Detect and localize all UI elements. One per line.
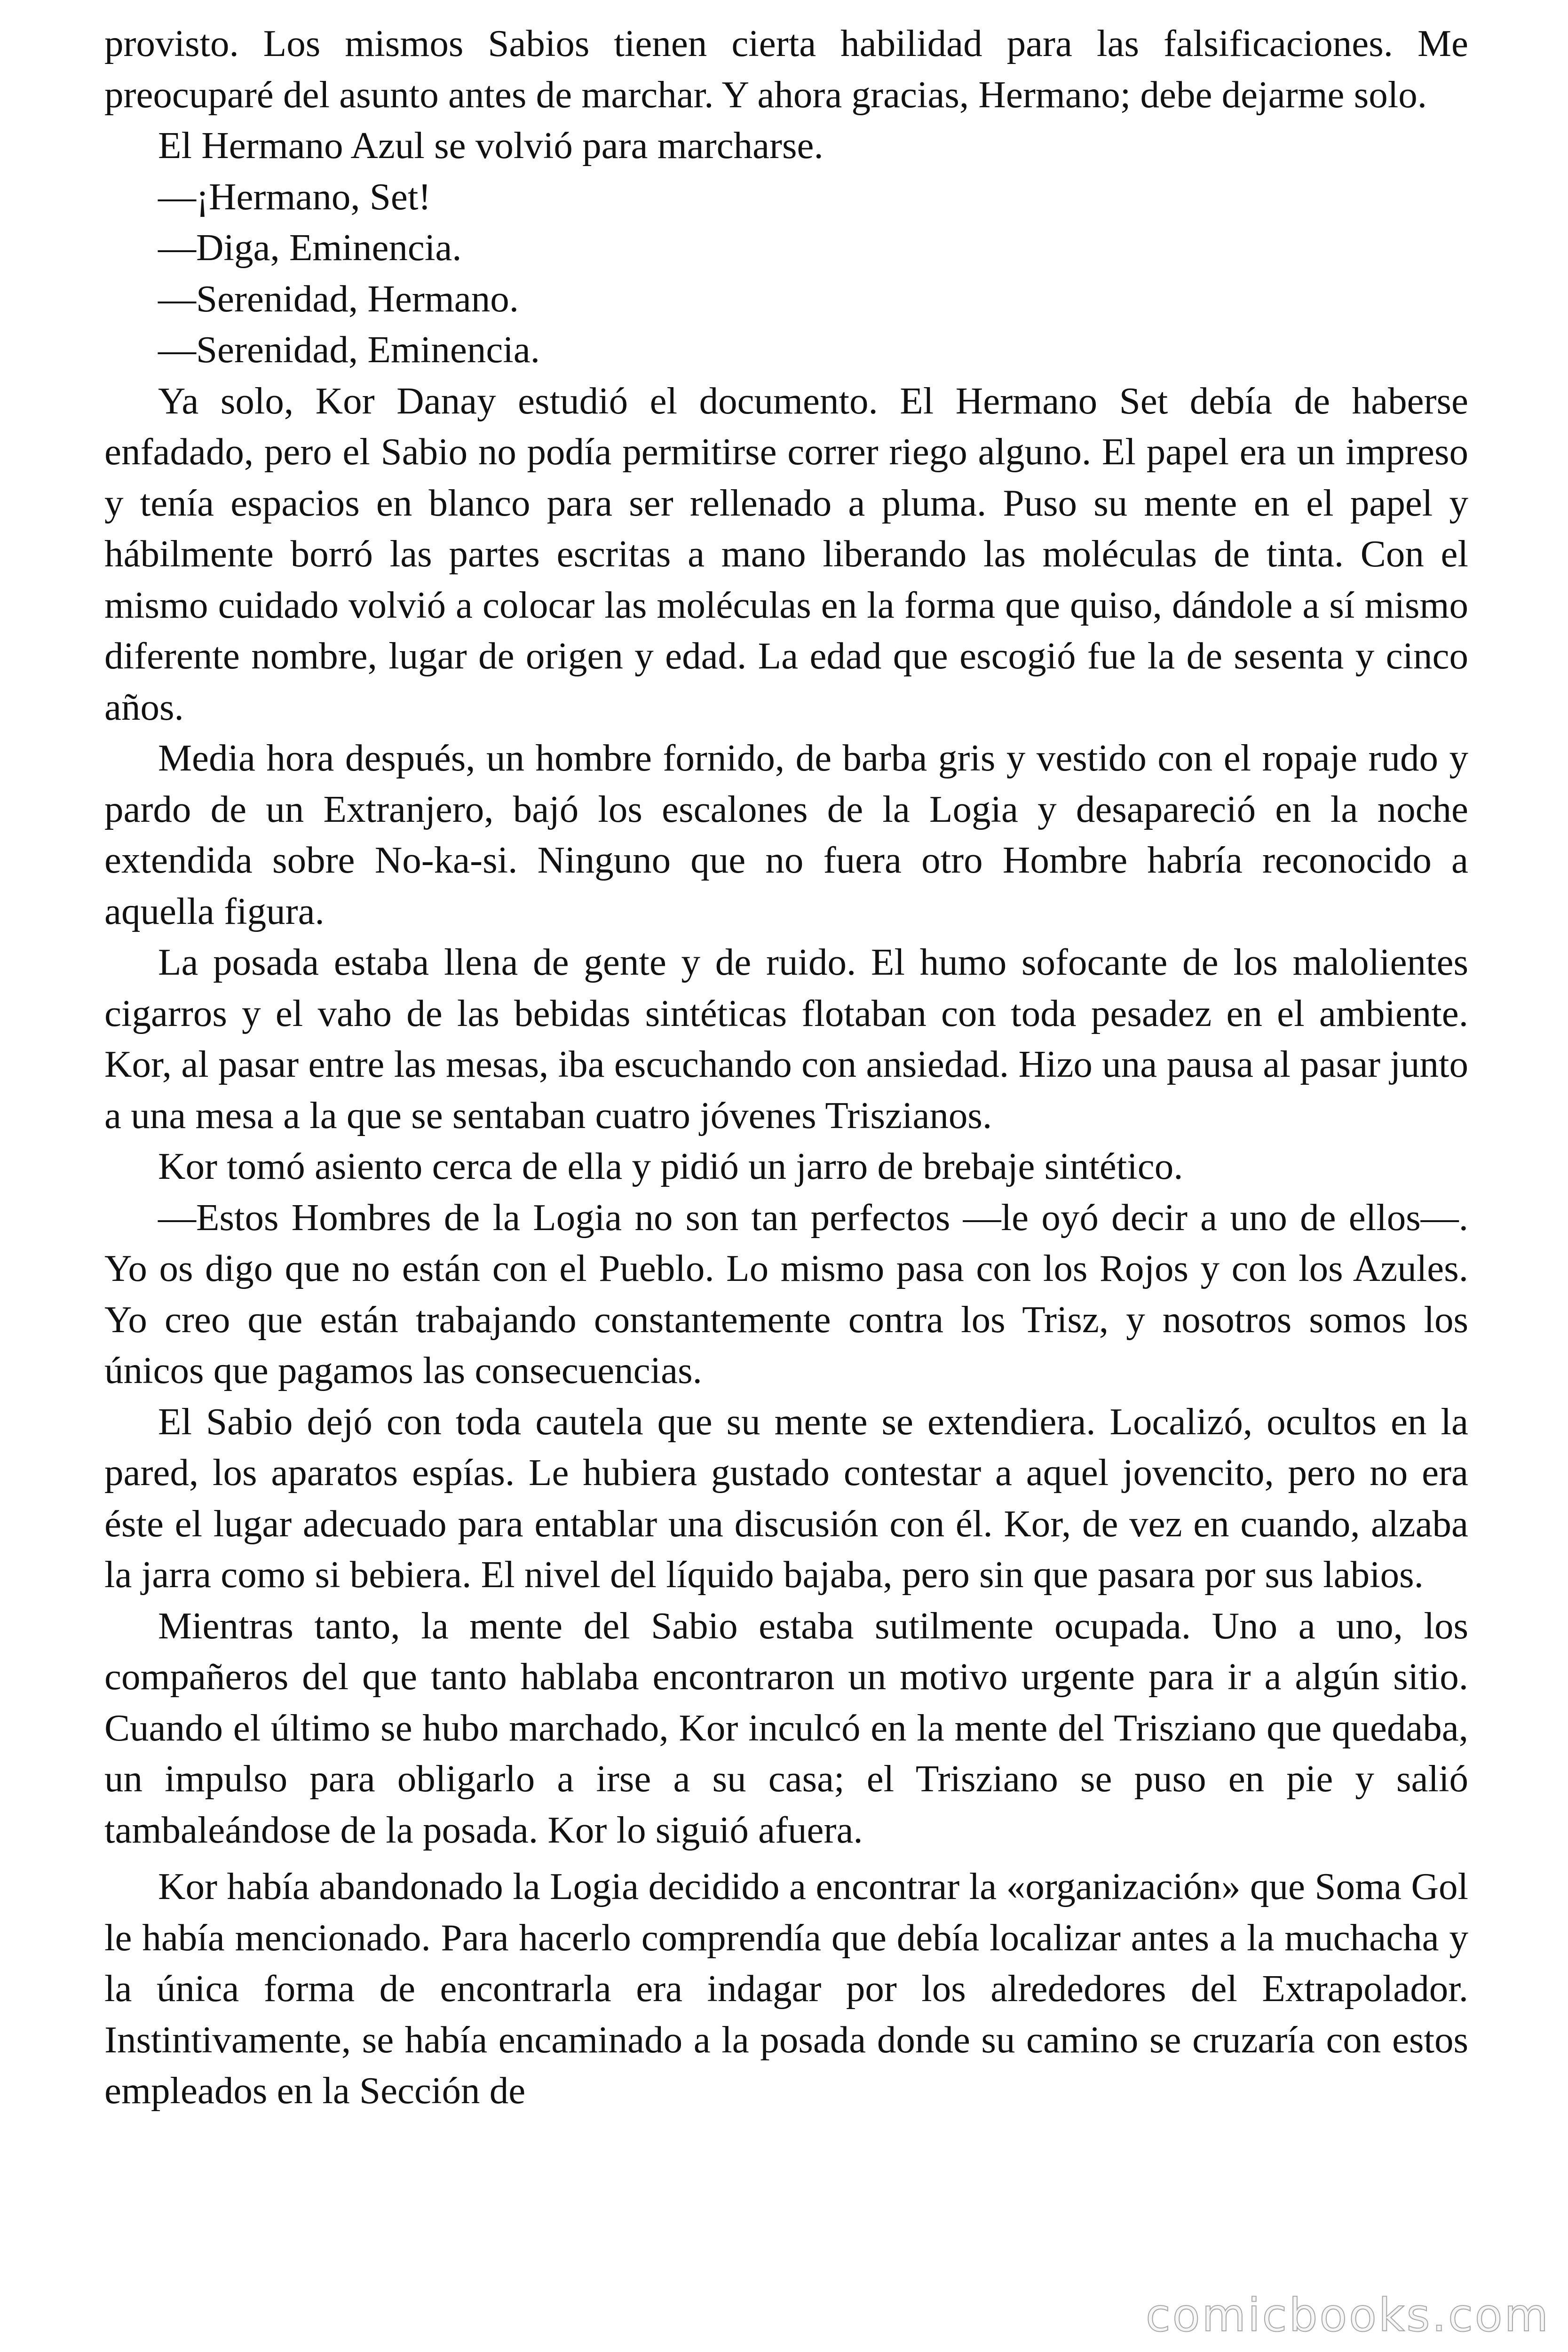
paragraph: Media hora después, un hombre fornido, de barba gris y vestido con el ropaje rudo y pardo de un Extranjero, bajó los escalones de la Logia y desapareció en la noche extendida sobre No-ka-si. Ninguno que no fuera otro Hombre habría reconocido a aquella figura. xyxy=(104,737,1468,932)
paragraph: El Sabio dejó con toda cautela que su mente se extendiera. Localizó, ocultos en la pared, los aparatos espías. Le hubiera gustado contestar a aquel jovencito, pero no era éste el lugar adecuado para entablar una discusión con él. Kor, de vez en cuando, alzaba la jarra como si bebiera. El nivel del líquido bajaba, pero sin que pasara por sus labios. xyxy=(104,1400,1468,1596)
dialogue-line: —Serenidad, Eminencia. xyxy=(158,328,540,371)
paragraph: Mientras tanto, la mente del Sabio estaba sutilmente ocupada. Uno a uno, los compañeros del que tanto hablaba encontraron un motivo urgente para ir a algún sitio. Cuando el último se hubo marchado, Kor inculcó en la mente del Trisziano que quedaba, un impulso para obligarlo a irse a su casa; el Trisziano se puso en pie y salió tambaleándose de la posada. Kor lo siguió afuera. xyxy=(104,1604,1468,1851)
dialogue-paragraph: —Estos Hombres de la Logia no son tan perfectos —le oyó decir a uno de ellos—. Yo os digo que no están con el Pueblo. Lo mismo pasa con los Rojos y con los Azules. Yo creo que están trabajando constantemente contra los Trisz, y nosotros somos los únicos que pagamos las consecuencias. xyxy=(104,1196,1468,1391)
paragraph: La posada estaba llena de gente y de ruido. El humo sofocante de los malolientes cigarros y el vaho de las bebidas sintéticas flotaban con toda pesadez en el ambiente. Kor, al pasar entre las mesas, iba escuchando con ansiedad. Hizo una pausa al pasar junto a una mesa a la que se sentaban cuatro jóvenes Triszianos. xyxy=(104,941,1468,1136)
paragraph: Ya solo, Kor Danay estudió el documento. El Hermano Set debía de haberse enfadado, pero el Sabio no podía permitirse correr riego alguno. El papel era un impreso y tenía espacios en blanco para ser rellenado a pluma. Puso su mente en el papel y hábilmente borró las partes escritas a mano liberando las moléculas de tinta. Con el mismo cuidado volvió a colocar las moléculas en la forma que quiso, dándole a sí mismo diferente nombre, lugar de origen y edad. La edad que escogió fue la de sesenta y cinco años. xyxy=(104,379,1468,728)
book-page xyxy=(104,18,1468,2116)
dialogue-line: —Serenidad, Hermano. xyxy=(158,277,519,320)
paragraph: Kor había abandonado la Logia decidido a encontrar la «organización» que Soma Gol le había mencionado. Para hacerlo comprendía que debía localizar antes a la muchacha y la única forma de encontrarla era indagar por los alrededores del Extrapolador. Instintivamente, se había encaminado a la posada donde su camino se cruzaría con estos empleados en la Sección de xyxy=(104,1865,1468,2112)
watermark: comicbooks.com xyxy=(1145,2289,1550,2342)
paragraph: Kor tomó asiento cerca de ella y pidió un jarro de brebaje sintético. xyxy=(158,1145,1183,1187)
dialogue-line: —¡Hermano, Set! xyxy=(158,175,431,218)
dialogue-line: —Diga, Eminencia. xyxy=(158,226,462,269)
paragraph-continuation: provisto. Los mismos Sabios tienen cierta habilidad para las falsificaciones. Me preocuparé del asunto antes de marchar. Y ahora gracias, Hermano; debe dejarme solo. xyxy=(104,22,1468,116)
paragraph: El Hermano Azul se volvió para marcharse. xyxy=(158,124,824,167)
